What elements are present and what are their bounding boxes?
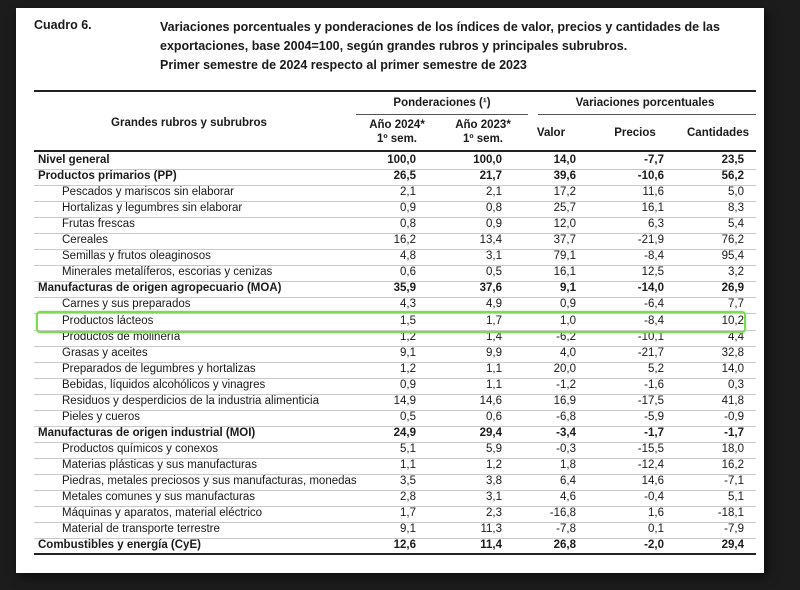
table-row [34, 346, 756, 363]
cell-pond-2024: 2,1 [400, 186, 416, 199]
cell-cantidades: -7,1 [724, 475, 744, 487]
row-label: Bebidas, líquidos alcohólicos y vinagres [62, 378, 266, 391]
cell-valor: 1,0 [560, 314, 576, 327]
cell-pond-2023: 21,7 [479, 170, 502, 183]
cell-precios: -8,4 [644, 250, 664, 263]
cell-pond-2023: 9,9 [486, 346, 502, 359]
cell-valor: -3,4 [556, 426, 576, 439]
cell-pond-2024: 0,5 [400, 410, 416, 423]
cell-cantidades: 7,7 [728, 298, 744, 311]
cell-pond-2024: 5,1 [400, 442, 416, 455]
cell-pond-2024: 3,5 [400, 475, 416, 487]
cell-pond-2023: 3,1 [486, 250, 502, 263]
row-label: Pieles y cueros [62, 410, 140, 423]
cell-valor: 1,8 [560, 458, 576, 471]
row-label: Semillas y frutos oleaginosos [62, 250, 211, 263]
row-label: Nivel general [38, 154, 110, 166]
table-row [34, 169, 756, 186]
row-label: Materias plásticas y sus manufacturas [62, 458, 257, 471]
cell-cantidades: 23,5 [721, 154, 744, 166]
cell-pond-2024: 0,6 [400, 266, 416, 279]
cell-pond-2024: 24,9 [393, 426, 416, 439]
cell-pond-2024: 100,0 [387, 154, 416, 166]
cell-valor: -6,8 [556, 410, 576, 423]
cell-pond-2024: 4,8 [400, 250, 416, 263]
table-title [160, 18, 720, 75]
row-label: Grasas y aceites [62, 346, 148, 359]
table-row [34, 378, 756, 395]
document-card [16, 8, 764, 573]
cell-precios: 5,2 [648, 362, 664, 375]
row-label: Productos primarios (PP) [38, 170, 177, 183]
cell-valor: 9,1 [560, 282, 576, 295]
cell-pond-2023: 5,9 [486, 442, 502, 455]
col-header-2024-line2: 1º sem. [376, 133, 417, 145]
cell-pond-2023: 0,6 [486, 410, 502, 423]
cell-valor: 16,9 [553, 394, 576, 407]
cell-pond-2023: 0,9 [486, 218, 502, 231]
cell-valor: -7,8 [556, 523, 576, 536]
cell-pond-2024: 26,5 [393, 170, 416, 183]
row-label: Manufacturas de origen industrial (MOI) [38, 426, 256, 439]
row-label: Productos de molinería [62, 330, 181, 343]
cell-precios: -15,5 [637, 442, 664, 455]
row-label: Material de transporte terrestre [62, 523, 220, 536]
cell-cantidades: 26,9 [721, 282, 744, 295]
cell-precios: -21,7 [637, 346, 664, 359]
cell-valor: 12,0 [553, 218, 576, 231]
cell-precios: -1,7 [644, 426, 664, 439]
row-label: Productos lácteos [62, 314, 154, 327]
cell-precios: -7,7 [644, 154, 664, 166]
col-header-2023-line1: Año 2023* [455, 119, 511, 131]
table-number: Cuadro 6. [34, 18, 92, 32]
row-label: Residuos y desperdicios de la industria alimenticia [62, 394, 319, 407]
cell-pond-2024: 1,5 [400, 314, 416, 327]
table-row [34, 185, 756, 202]
cell-pond-2023: 1,2 [486, 458, 502, 471]
table-row [34, 249, 756, 266]
col-header-precios: Precios [614, 127, 656, 139]
cell-valor: 16,1 [553, 266, 576, 279]
cell-precios: -12,4 [637, 458, 664, 471]
cell-precios: 14,6 [641, 475, 664, 487]
cell-cantidades: 3,2 [728, 266, 744, 279]
table-row [34, 201, 756, 218]
cell-precios: 12,5 [641, 266, 664, 279]
cell-valor: 0,9 [560, 298, 576, 311]
cell-pond-2023: 2,3 [486, 507, 502, 520]
col-header-2024-line1: Año 2024* [369, 119, 425, 131]
col-group-variaciones: Variaciones porcentuales [575, 97, 715, 109]
cell-cantidades: 8,3 [728, 202, 744, 215]
cell-cantidades: 29,4 [721, 539, 744, 552]
table-row [34, 394, 756, 411]
cell-valor: 26,8 [553, 539, 576, 552]
cell-precios: -14,0 [637, 282, 664, 295]
cell-precios: -1,6 [644, 378, 664, 391]
cell-pond-2023: 11,3 [480, 523, 502, 536]
cell-pond-2024: 9,1 [400, 346, 416, 359]
col-header-2023-line2: 1º sem. [462, 133, 503, 145]
title-line: exportaciones, base 2004=100, según grandes rubros y principales subrubros. [160, 39, 628, 53]
cell-pond-2023: 4,9 [486, 298, 502, 311]
row-label: Pescados y mariscos sin elaborar [62, 186, 234, 199]
table-top-rule [34, 90, 756, 92]
cell-cantidades: 32,8 [721, 346, 744, 359]
row-label: Cereales [62, 234, 109, 247]
cell-precios: 0,1 [648, 523, 664, 536]
cell-cantidades: -7,9 [724, 523, 744, 536]
table-row [34, 233, 756, 250]
cell-pond-2024: 1,1 [400, 458, 416, 471]
cell-valor: 79,1 [553, 250, 576, 263]
highlight-box [36, 311, 746, 333]
cell-pond-2023: 100,0 [473, 154, 502, 166]
cell-cantidades: 5,0 [728, 186, 744, 199]
cell-pond-2023: 0,5 [486, 266, 502, 279]
cell-pond-2023: 37,6 [479, 282, 502, 295]
cell-cantidades: 95,4 [721, 250, 744, 263]
cell-cantidades: 16,2 [721, 458, 744, 471]
group-divider [538, 114, 756, 115]
cell-cantidades: -1,7 [724, 426, 744, 439]
cell-valor: 4,6 [560, 491, 576, 504]
cell-cantidades: 4,4 [728, 330, 744, 343]
cell-cantidades: 76,2 [721, 234, 744, 247]
row-label: Carnes y sus preparados [62, 298, 191, 311]
cell-cantidades: 18,0 [721, 442, 744, 455]
cell-cantidades: -18,1 [717, 507, 744, 520]
cell-precios: -2,0 [644, 539, 664, 552]
cell-pond-2023: 0,8 [486, 202, 502, 215]
cell-pond-2024: 0,8 [400, 218, 416, 231]
col-header-valor: Valor [536, 127, 566, 139]
cell-pond-2024: 1,2 [400, 330, 416, 343]
cell-pond-2024: 2,8 [400, 491, 416, 504]
row-label: Hortalizas y legumbres sin elaborar [62, 202, 243, 215]
cell-pond-2023: 3,8 [486, 475, 502, 487]
row-label: Frutas frescas [62, 218, 135, 231]
cell-cantidades: 56,2 [721, 170, 744, 183]
cell-pond-2023: 11,4 [480, 539, 502, 552]
table-row [34, 490, 756, 507]
cell-precios: -8,4 [644, 314, 664, 327]
row-label: Combustibles y energía (CyE) [38, 539, 201, 552]
cell-pond-2023: 29,4 [479, 426, 502, 439]
cell-valor: -6,2 [556, 330, 576, 343]
cell-precios: 6,3 [648, 218, 664, 231]
table-row [34, 474, 756, 491]
cell-valor: 25,7 [553, 202, 576, 215]
row-label: Preparados de legumbres y hortalizas [62, 362, 256, 375]
cell-valor: 14,0 [553, 154, 576, 166]
table-bottom-rule [34, 553, 756, 555]
cell-precios: 16,1 [641, 202, 664, 215]
table-row [34, 281, 756, 298]
col-group-ponderaciones: Ponderaciones (¹) [393, 97, 491, 109]
cell-valor: 20,0 [553, 362, 576, 375]
cell-cantidades: 41,8 [721, 394, 744, 407]
table-row [34, 153, 756, 170]
cell-valor: 6,4 [560, 475, 576, 487]
col-header-2024 [352, 118, 442, 146]
title-line: Primer semestre de 2024 respecto al primer semestre de 2023 [160, 58, 527, 72]
col-header-2023 [438, 118, 528, 146]
cell-precios: -21,9 [637, 234, 664, 247]
table-row [34, 362, 756, 379]
cell-valor: -0,3 [556, 442, 576, 455]
table-row [34, 522, 756, 539]
cell-pond-2024: 4,3 [400, 298, 416, 311]
cell-pond-2024: 35,9 [393, 282, 416, 295]
group-divider [356, 114, 528, 115]
cell-cantidades: 14,0 [721, 362, 744, 375]
title-line: Variaciones porcentuales y ponderaciones de los índices de valor, precios y cantidades de las [160, 20, 720, 34]
cell-pond-2024: 1,2 [400, 362, 416, 375]
cell-pond-2023: 1,4 [486, 330, 502, 343]
cell-cantidades: 5,4 [728, 218, 744, 231]
table-row [34, 458, 756, 475]
cell-pond-2024: 9,1 [400, 523, 416, 536]
row-label: Piedras, metales preciosos y sus manufacturas, monedas [62, 475, 357, 487]
cell-cantidades: -0,9 [724, 410, 744, 423]
cell-pond-2024: 12,6 [393, 539, 416, 552]
col-header-cantidades: Cantidades [687, 127, 749, 139]
row-label: Máquinas y aparatos, material eléctrico [62, 507, 263, 520]
cell-pond-2024: 0,9 [400, 378, 416, 391]
cell-pond-2024: 0,9 [400, 202, 416, 215]
table-row [34, 506, 756, 523]
cell-pond-2023: 1,1 [486, 378, 502, 391]
cell-cantidades: 10,2 [721, 314, 744, 327]
row-label: Manufacturas de origen agropecuario (MOA) [38, 282, 282, 295]
cell-precios: -10,1 [637, 330, 664, 343]
cell-precios: -17,5 [637, 394, 664, 407]
table-row [34, 265, 756, 282]
table-header-rule [34, 150, 756, 152]
cell-precios: 1,6 [648, 507, 664, 520]
cell-valor: 37,7 [553, 234, 576, 247]
cell-valor: 39,6 [553, 170, 576, 183]
cell-precios: -10,6 [637, 170, 664, 183]
cell-cantidades: 5,1 [728, 491, 744, 504]
cell-pond-2024: 16,2 [393, 234, 416, 247]
cell-precios: -5,9 [644, 410, 664, 423]
table-row [34, 217, 756, 234]
cell-pond-2023: 3,1 [486, 491, 502, 504]
cell-pond-2024: 14,9 [393, 394, 416, 407]
table-row [34, 410, 756, 427]
row-label: Productos químicos y conexos [62, 442, 218, 455]
cell-precios: -0,4 [644, 491, 664, 504]
cell-cantidades: 0,3 [728, 378, 744, 391]
cell-precios: 11,6 [642, 186, 664, 199]
cell-pond-2023: 13,4 [479, 234, 502, 247]
row-label: Metales comunes y sus manufacturas [62, 491, 256, 504]
cell-valor: -16,8 [549, 507, 576, 520]
table-row [34, 442, 756, 459]
table-row [34, 426, 756, 443]
col-header-label: Grandes rubros y subrubros [111, 117, 267, 129]
cell-pond-2023: 1,1 [486, 362, 502, 375]
cell-valor: 4,0 [560, 346, 576, 359]
cell-pond-2023: 2,1 [486, 186, 502, 199]
cell-precios: -6,4 [644, 298, 664, 311]
cell-pond-2023: 1,7 [486, 314, 502, 327]
cell-valor: 17,2 [553, 186, 576, 199]
cell-valor: -1,2 [556, 378, 576, 391]
cell-pond-2023: 14,6 [479, 394, 502, 407]
row-label: Minerales metalíferos, escorias y cenizas [62, 266, 273, 279]
cell-pond-2024: 1,7 [400, 507, 416, 520]
